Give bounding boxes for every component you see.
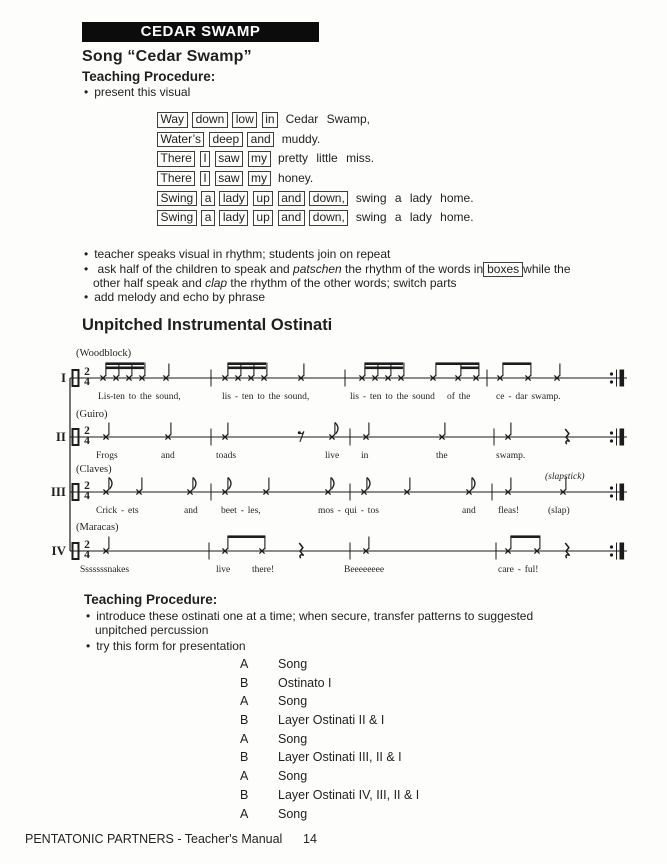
lyric-syllable: live [325, 451, 340, 461]
time-signature-top: 2 [84, 424, 90, 437]
bullet-text: the rhythm of the other words; switch parts [227, 275, 457, 290]
form-section-label: Song [278, 806, 308, 821]
lyric-syllable: Frogs [96, 451, 118, 461]
visual-line-2 [157, 132, 320, 148]
boxed-word: down [192, 112, 228, 128]
ostinato-1-instrument: (Woodblock) [76, 348, 132, 359]
lyric-syllable: in [361, 451, 369, 461]
teaching-procedure-heading: Teaching Procedure: [82, 69, 216, 84]
lyric-syllable: beet - les, [221, 506, 261, 516]
time-signature-bottom: 4 [84, 435, 90, 447]
boxed-word: Water’s [157, 132, 204, 148]
ostinato-2-instrument: (Guiro) [76, 409, 108, 420]
bullet-text: the rhythm of the words in [341, 261, 484, 276]
boxed-word: There [157, 151, 195, 167]
lyric-syllable: Crick - ets [96, 506, 139, 516]
boxed-word: down, [309, 210, 348, 226]
time-signature-top: 2 [84, 538, 90, 551]
lyric-syllable: fleas! [498, 506, 520, 516]
ostinati-heading: Unpitched Instrumental Ostinati [82, 316, 333, 334]
form-section-letter: A [240, 731, 249, 746]
lyric-syllable: there! [252, 565, 275, 575]
time-signature-bottom: 4 [84, 376, 90, 388]
boxed-word: low [232, 112, 257, 128]
boxed-word: and [278, 210, 305, 226]
time-signature-top: 2 [84, 479, 90, 492]
boxed-word: Swing [157, 210, 197, 226]
form-section-label: Ostinato I [278, 675, 332, 690]
boxed-word: boxes [483, 262, 523, 277]
boxed-word: and [247, 132, 274, 148]
form-row [240, 676, 419, 695]
boxed-word: my [248, 151, 271, 167]
bullet-text: while the [523, 261, 571, 276]
form-row [240, 732, 419, 751]
visual-line-5 [157, 191, 474, 207]
form-row [240, 713, 419, 732]
presentation-form-list [240, 657, 419, 825]
form-row [240, 750, 419, 769]
lyric-syllable: Beeeeeeee [344, 565, 385, 575]
ostinato-3-instrument: (Claves) [76, 464, 112, 475]
form-section-label: Song [278, 769, 308, 784]
boxed-word: Swing [157, 191, 197, 207]
lyric-text: muddy. [281, 131, 321, 146]
lyric-text: swing a lady home. [355, 210, 474, 224]
lyric-syllable: (slap) [548, 506, 570, 516]
bullet-introduce-ostinati-line2: unpitched percussion [95, 623, 209, 637]
time-signature-top: 2 [84, 365, 90, 378]
boxed-word: and [278, 191, 305, 207]
form-section-letter: A [240, 694, 249, 709]
visual-line-6 [157, 210, 474, 226]
bullet-patschen [84, 262, 571, 277]
ostinato-3-numeral: III [50, 484, 66, 499]
form-row [240, 807, 419, 826]
form-section-label: Layer Ostinati III, II & I [278, 750, 402, 765]
form-section-label: Song [278, 731, 308, 746]
boxed-word: saw [215, 151, 243, 167]
lyric-syllable: mos - qui - tos [318, 506, 379, 516]
lyric-syllable: Lis-ten to the sound, [98, 392, 181, 402]
footer-manual-title: PENTATONIC PARTNERS - Teacher's Manual [25, 832, 283, 846]
lyric-syllable: the [436, 451, 448, 461]
boxed-word: my [248, 171, 271, 187]
boxed-word: in [262, 112, 278, 128]
boxed-word: up [253, 210, 273, 226]
visual-line-1 [157, 112, 370, 128]
lyric-text: honey. [278, 170, 314, 185]
bullet-try-form: • try this form for presentation [86, 639, 246, 653]
ostinato-1-numeral: I [60, 370, 66, 385]
boxed-word: down, [309, 191, 348, 207]
bullet-present-visual: • present this visual [84, 85, 190, 99]
bullet-text: other half speak and [93, 275, 206, 290]
italic-word: clap [205, 275, 228, 290]
italic-word: patschen [293, 261, 342, 276]
lyric-syllable: and [184, 506, 198, 516]
lyric-syllable: and [462, 506, 476, 516]
form-row [240, 657, 419, 676]
boxed-word: lady [219, 191, 248, 207]
boxed-word: There [157, 171, 195, 187]
form-section-letter: A [240, 806, 249, 821]
form-section-label: Song [278, 694, 308, 709]
boxed-word: up [253, 191, 273, 207]
form-section-label: Layer Ostinati IV, III, II & I [278, 787, 420, 802]
bullet-introduce-ostinati: • introduce these ostinati one at a time; when secure, transfer patterns to suggested [86, 609, 533, 623]
lyric-syllable: lis - ten to the sound, [222, 392, 310, 402]
staff-2-notes [103, 423, 624, 446]
time-signature-bottom: 4 [84, 490, 90, 502]
lyric-syllable: of the [447, 392, 471, 402]
lyric-syllable: Sssssssnakes [80, 565, 130, 575]
form-section-letter: B [240, 713, 249, 728]
lyric-text: Cedar Swamp, [285, 112, 370, 126]
ostinato-4-instrument: (Maracas) [76, 522, 119, 533]
staff-4-notes [103, 535, 624, 559]
staff-1-notes [100, 362, 624, 386]
lyric-syllable: swamp. [496, 451, 526, 461]
lyric-syllable: care - ful! [498, 565, 539, 575]
boxed-word: a [201, 210, 215, 226]
footer-page-number: 14 [303, 832, 317, 846]
lyric-syllable: toads [216, 451, 237, 461]
bullet-add-melody: • add melody and echo by phrase [84, 290, 265, 304]
boxed-word: Way [157, 112, 188, 128]
form-section-label: Layer Ostinati II & I [278, 713, 385, 728]
bullet-teacher-speaks: • teacher speaks visual in rhythm; students join on repeat [84, 247, 390, 261]
lyric-syllable: and [161, 451, 175, 461]
slapstick-annotation: (slapstick) [545, 471, 585, 482]
lyric-text: pretty little miss. [278, 151, 375, 165]
ostinato-4-numeral: IV [51, 543, 66, 558]
boxed-word: a [201, 191, 215, 207]
form-row [240, 788, 419, 807]
section-header: CEDAR SWAMP [82, 22, 319, 42]
boxed-word: I [200, 171, 210, 187]
teaching-procedure-heading-2: Teaching Procedure: [84, 592, 218, 607]
form-section-letter: B [240, 750, 249, 765]
lyric-syllable: live [216, 565, 231, 575]
lyric-syllable: ce - dar swamp. [496, 392, 561, 402]
ostinato-2-numeral: II [55, 429, 66, 444]
form-section-letter: A [240, 769, 249, 784]
form-row [240, 769, 419, 788]
visual-line-3 [157, 151, 374, 167]
bullet-text: ask half of the children to speak and [97, 261, 294, 276]
form-row [240, 694, 419, 713]
bullet-patschen-line2 [93, 276, 457, 290]
boxed-word: saw [215, 171, 243, 187]
boxed-word: lady [219, 210, 248, 226]
lyric-syllable: lis - ten to the sound [350, 392, 435, 402]
form-section-letter: A [240, 657, 249, 671]
form-section-letter: B [240, 675, 249, 690]
form-section-label: Song [278, 657, 308, 671]
form-section-letter: B [240, 787, 249, 802]
boxed-word: I [200, 151, 210, 167]
visual-line-4 [157, 171, 313, 187]
time-signature-bottom: 4 [84, 549, 90, 561]
lyric-text: swing a lady home. [355, 190, 474, 205]
boxed-word: deep [209, 132, 243, 148]
song-title: Song “Cedar Swamp” [82, 48, 252, 65]
